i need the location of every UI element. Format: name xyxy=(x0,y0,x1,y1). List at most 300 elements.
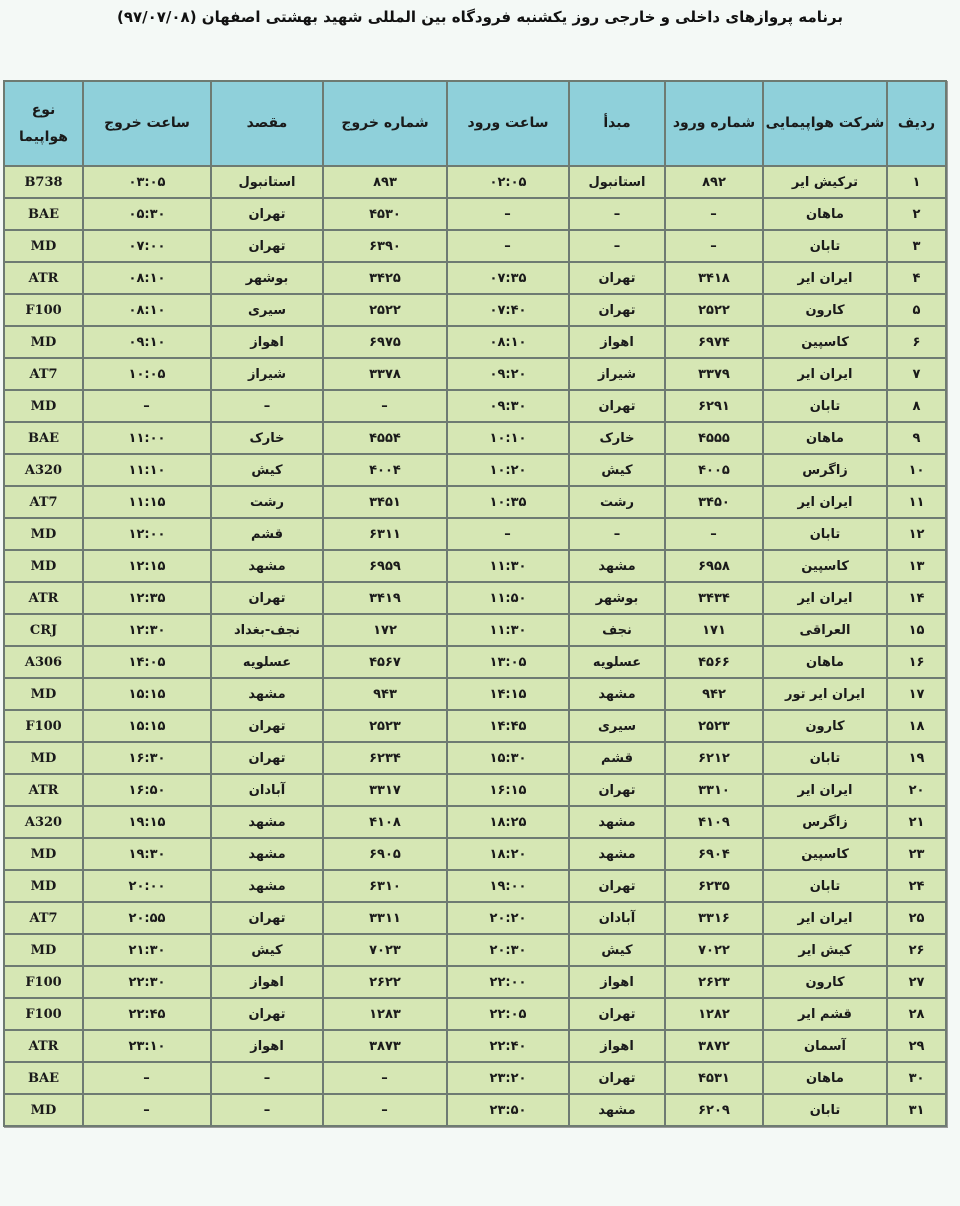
table-row xyxy=(4,614,946,646)
cell-arr-time: ۰۷:۳۵ xyxy=(447,262,569,294)
cell-origin: مشهد xyxy=(569,838,665,870)
cell-dep-no: ۳۴۱۹ xyxy=(323,582,447,614)
cell-airline: کاسپین xyxy=(763,838,887,870)
cell-arr-time: ۱۰:۲۰ xyxy=(447,454,569,486)
cell-aircraft: A320 xyxy=(4,454,83,486)
cell-dest: مشهد xyxy=(211,806,323,838)
cell-row: ۲۳ xyxy=(887,838,946,870)
table-row xyxy=(4,230,946,262)
cell-dep-time: ۲۳:۱۰ xyxy=(83,1030,211,1062)
cell-dep-time: ۱۹:۱۵ xyxy=(83,806,211,838)
cell-row: ۱۹ xyxy=(887,742,946,774)
cell-dep-no: ۳۴۵۱ xyxy=(323,486,447,518)
cell-aircraft: CRJ xyxy=(4,614,83,646)
cell-row: ۱۸ xyxy=(887,710,946,742)
cell-dep-no: ۶۹۷۵ xyxy=(323,326,447,358)
cell-dest: تهران xyxy=(211,198,323,230)
cell-arr-time: ۲۲:۴۰ xyxy=(447,1030,569,1062)
cell-dep-time: ۱۱:۱۰ xyxy=(83,454,211,486)
cell-dep-no: ۲۶۲۲ xyxy=(323,966,447,998)
cell-dep-time: ۰۸:۱۰ xyxy=(83,294,211,326)
cell-origin: مشهد xyxy=(569,678,665,710)
cell-arr-no: ۳۴۳۴ xyxy=(665,582,763,614)
table-row xyxy=(4,934,946,966)
cell-dest: آبادان xyxy=(211,774,323,806)
cell-dest: تهران xyxy=(211,998,323,1030)
cell-row: ۱۱ xyxy=(887,486,946,518)
table-row xyxy=(4,902,946,934)
cell-airline: العراقی xyxy=(763,614,887,646)
cell-aircraft: AT7 xyxy=(4,358,83,390)
cell-dep-no: ۳۳۱۱ xyxy=(323,902,447,934)
cell-dest: بوشهر xyxy=(211,262,323,294)
table-row xyxy=(4,838,946,870)
cell-dep-no: ۲۵۲۲ xyxy=(323,294,447,326)
cell-aircraft: AT7 xyxy=(4,486,83,518)
cell-row: ۱۲ xyxy=(887,518,946,550)
cell-row: ۳۱ xyxy=(887,1094,946,1126)
cell-dep-no: ۶۹۰۵ xyxy=(323,838,447,870)
cell-dep-no: ۲۵۲۳ xyxy=(323,710,447,742)
cell-arr-time: ۱۴:۴۵ xyxy=(447,710,569,742)
cell-airline: ایران ایر xyxy=(763,582,887,614)
cell-dep-time: ۱۲:۰۰ xyxy=(83,518,211,550)
cell-dest: مشهد xyxy=(211,870,323,902)
cell-aircraft: AT7 xyxy=(4,902,83,934)
cell-arr-no: ۶۲۰۹ xyxy=(665,1094,763,1126)
cell-dep-no: ۴۵۳۰ xyxy=(323,198,447,230)
cell-airline: ماهان xyxy=(763,646,887,678)
cell-arr-time: ۱۶:۱۵ xyxy=(447,774,569,806)
cell-row: ۳۰ xyxy=(887,1062,946,1094)
cell-dep-no: – xyxy=(323,390,447,422)
cell-aircraft: MD xyxy=(4,390,83,422)
cell-row: ۱۰ xyxy=(887,454,946,486)
cell-arr-time: ۰۷:۴۰ xyxy=(447,294,569,326)
cell-airline: زاگرس xyxy=(763,806,887,838)
cell-aircraft: F100 xyxy=(4,294,83,326)
cell-row: ۱ xyxy=(887,166,946,198)
cell-aircraft: ATR xyxy=(4,774,83,806)
cell-airline: ماهان xyxy=(763,1062,887,1094)
cell-origin: مشهد xyxy=(569,550,665,582)
cell-arr-time: ۱۸:۲۵ xyxy=(447,806,569,838)
table-row xyxy=(4,998,946,1030)
cell-arr-no: ۲۵۲۲ xyxy=(665,294,763,326)
table-row xyxy=(4,326,946,358)
cell-aircraft: MD xyxy=(4,678,83,710)
cell-arr-no: ۳۳۱۶ xyxy=(665,902,763,934)
cell-dep-time: – xyxy=(83,1062,211,1094)
cell-row: ۱۴ xyxy=(887,582,946,614)
cell-arr-no: ۶۹۵۸ xyxy=(665,550,763,582)
cell-aircraft: MD xyxy=(4,838,83,870)
cell-dest: تهران xyxy=(211,742,323,774)
cell-dest: – xyxy=(211,1094,323,1126)
cell-row: ۵ xyxy=(887,294,946,326)
cell-arr-time: ۲۳:۵۰ xyxy=(447,1094,569,1126)
cell-dest: استانبول xyxy=(211,166,323,198)
cell-row: ۴ xyxy=(887,262,946,294)
cell-aircraft: A320 xyxy=(4,806,83,838)
table-row xyxy=(4,966,946,998)
column-header-dep-no: شماره خروج xyxy=(323,81,447,166)
cell-arr-no: ۹۴۲ xyxy=(665,678,763,710)
cell-aircraft: MD xyxy=(4,934,83,966)
table-row xyxy=(4,582,946,614)
cell-dep-no: ۳۳۷۸ xyxy=(323,358,447,390)
cell-airline: ایران ایر xyxy=(763,774,887,806)
cell-dep-no: ۴۵۵۴ xyxy=(323,422,447,454)
cell-dep-no: ۶۲۳۴ xyxy=(323,742,447,774)
cell-airline: تابان xyxy=(763,742,887,774)
cell-arr-no: ۶۹۰۴ xyxy=(665,838,763,870)
table-row xyxy=(4,646,946,678)
flight-schedule-table xyxy=(3,80,947,1127)
cell-dep-time: ۲۲:۴۵ xyxy=(83,998,211,1030)
cell-aircraft: F100 xyxy=(4,966,83,998)
cell-dep-no: ۱۷۲ xyxy=(323,614,447,646)
cell-airline: آسمان xyxy=(763,1030,887,1062)
cell-dep-no: ۴۵۶۷ xyxy=(323,646,447,678)
cell-dest: سیری xyxy=(211,294,323,326)
cell-dep-no: ۴۰۰۴ xyxy=(323,454,447,486)
cell-origin: شیراز xyxy=(569,358,665,390)
cell-origin: اهواز xyxy=(569,966,665,998)
cell-dep-time: ۰۵:۳۰ xyxy=(83,198,211,230)
cell-origin: کیش xyxy=(569,934,665,966)
cell-dest: خارک xyxy=(211,422,323,454)
column-header-airline: شرکت هواپیمایی xyxy=(763,81,887,166)
cell-arr-time: – xyxy=(447,198,569,230)
cell-dest: تهران xyxy=(211,582,323,614)
cell-arr-no: – xyxy=(665,518,763,550)
cell-arr-no: ۴۵۶۶ xyxy=(665,646,763,678)
cell-airline: ماهان xyxy=(763,422,887,454)
cell-dep-time: – xyxy=(83,1094,211,1126)
cell-arr-time: ۱۴:۱۵ xyxy=(447,678,569,710)
cell-dest: اهواز xyxy=(211,326,323,358)
cell-dest: تهران xyxy=(211,902,323,934)
cell-arr-no: ۶۲۱۲ xyxy=(665,742,763,774)
cell-arr-no: ۴۱۰۹ xyxy=(665,806,763,838)
cell-airline: ترکیش ایر xyxy=(763,166,887,198)
cell-arr-time: – xyxy=(447,230,569,262)
cell-aircraft: F100 xyxy=(4,710,83,742)
cell-arr-time: ۱۱:۳۰ xyxy=(447,550,569,582)
cell-arr-no: ۶۲۳۵ xyxy=(665,870,763,902)
cell-dep-time: ۱۵:۱۵ xyxy=(83,678,211,710)
table-row xyxy=(4,806,946,838)
table-row xyxy=(4,774,946,806)
cell-dep-no: ۶۳۱۰ xyxy=(323,870,447,902)
cell-aircraft: A306 xyxy=(4,646,83,678)
column-header-aircraft: نوع هواپیما xyxy=(4,81,83,166)
cell-dep-no: ۹۴۳ xyxy=(323,678,447,710)
column-header-origin: مبدأ xyxy=(569,81,665,166)
cell-row: ۷ xyxy=(887,358,946,390)
table-row xyxy=(4,198,946,230)
cell-arr-time: ۱۵:۳۰ xyxy=(447,742,569,774)
table-row xyxy=(4,742,946,774)
cell-dep-time: ۰۸:۱۰ xyxy=(83,262,211,294)
cell-airline: کارون xyxy=(763,710,887,742)
cell-row: ۲ xyxy=(887,198,946,230)
cell-aircraft: MD xyxy=(4,742,83,774)
cell-arr-no: ۳۴۱۸ xyxy=(665,262,763,294)
table-row xyxy=(4,454,946,486)
cell-airline: ایران ایر xyxy=(763,262,887,294)
cell-arr-time: ۲۲:۰۰ xyxy=(447,966,569,998)
cell-dep-no: ۶۳۹۰ xyxy=(323,230,447,262)
cell-arr-time: ۱۰:۱۰ xyxy=(447,422,569,454)
cell-airline: تابان xyxy=(763,230,887,262)
cell-origin: بوشهر xyxy=(569,582,665,614)
cell-aircraft: MD xyxy=(4,518,83,550)
cell-row: ۲۹ xyxy=(887,1030,946,1062)
cell-arr-time: ۱۱:۵۰ xyxy=(447,582,569,614)
cell-row: ۳ xyxy=(887,230,946,262)
column-header-dest: مقصد xyxy=(211,81,323,166)
cell-dest: عسلویه xyxy=(211,646,323,678)
cell-row: ۲۸ xyxy=(887,998,946,1030)
cell-arr-time: ۱۱:۳۰ xyxy=(447,614,569,646)
cell-dest: کیش xyxy=(211,934,323,966)
cell-row: ۲۴ xyxy=(887,870,946,902)
cell-dep-time: ۲۰:۵۵ xyxy=(83,902,211,934)
cell-airline: ماهان xyxy=(763,198,887,230)
cell-dest: تهران xyxy=(211,230,323,262)
cell-row: ۲۱ xyxy=(887,806,946,838)
cell-origin: سیری xyxy=(569,710,665,742)
cell-airline: ایران ایر xyxy=(763,902,887,934)
cell-origin: تهران xyxy=(569,294,665,326)
table-row xyxy=(4,358,946,390)
cell-dep-time: ۱۲:۳۰ xyxy=(83,614,211,646)
cell-dep-time: ۱۱:۱۵ xyxy=(83,486,211,518)
cell-origin: مشهد xyxy=(569,806,665,838)
cell-dep-no: ۳۸۷۳ xyxy=(323,1030,447,1062)
cell-dep-time: ۱۰:۰۵ xyxy=(83,358,211,390)
cell-row: ۱۶ xyxy=(887,646,946,678)
cell-origin: – xyxy=(569,230,665,262)
cell-aircraft: MD xyxy=(4,1094,83,1126)
table-row xyxy=(4,294,946,326)
table-row xyxy=(4,390,946,422)
cell-origin: تهران xyxy=(569,870,665,902)
cell-aircraft: B738 xyxy=(4,166,83,198)
cell-arr-no: – xyxy=(665,198,763,230)
cell-airline: ایران ایر xyxy=(763,486,887,518)
cell-origin: تهران xyxy=(569,262,665,294)
table-row xyxy=(4,166,946,198)
table-row xyxy=(4,1030,946,1062)
cell-airline: کیش ایر xyxy=(763,934,887,966)
cell-dep-time: ۱۴:۰۵ xyxy=(83,646,211,678)
cell-dest: اهواز xyxy=(211,966,323,998)
cell-dep-time: ۰۷:۰۰ xyxy=(83,230,211,262)
cell-dest: کیش xyxy=(211,454,323,486)
cell-arr-time: ۱۹:۰۰ xyxy=(447,870,569,902)
cell-row: ۹ xyxy=(887,422,946,454)
cell-dep-no: ۱۲۸۳ xyxy=(323,998,447,1030)
cell-arr-no: ۷۰۲۲ xyxy=(665,934,763,966)
cell-dest: مشهد xyxy=(211,550,323,582)
cell-arr-time: ۰۸:۱۰ xyxy=(447,326,569,358)
column-header-dep-time: ساعت خروج xyxy=(83,81,211,166)
cell-arr-time: ۲۰:۳۰ xyxy=(447,934,569,966)
cell-origin: مشهد xyxy=(569,1094,665,1126)
cell-aircraft: ATR xyxy=(4,262,83,294)
cell-dep-no: ۸۹۳ xyxy=(323,166,447,198)
cell-dep-time: ۱۱:۰۰ xyxy=(83,422,211,454)
cell-aircraft: ATR xyxy=(4,1030,83,1062)
cell-arr-no: ۶۹۷۴ xyxy=(665,326,763,358)
table-row xyxy=(4,678,946,710)
cell-arr-no: ۳۳۷۹ xyxy=(665,358,763,390)
cell-dep-time: ۲۲:۳۰ xyxy=(83,966,211,998)
cell-dep-time: ۱۵:۱۵ xyxy=(83,710,211,742)
cell-origin: تهران xyxy=(569,774,665,806)
cell-origin: اهواز xyxy=(569,326,665,358)
cell-arr-time: ۱۸:۲۰ xyxy=(447,838,569,870)
cell-arr-no: ۴۵۳۱ xyxy=(665,1062,763,1094)
cell-row: ۲۶ xyxy=(887,934,946,966)
cell-arr-time: ۱۰:۳۵ xyxy=(447,486,569,518)
cell-row: ۱۵ xyxy=(887,614,946,646)
cell-arr-no: ۸۹۲ xyxy=(665,166,763,198)
cell-origin: قشم xyxy=(569,742,665,774)
cell-dest: – xyxy=(211,390,323,422)
cell-arr-no: ۲۶۲۳ xyxy=(665,966,763,998)
cell-row: ۲۷ xyxy=(887,966,946,998)
cell-dep-no: ۳۳۱۷ xyxy=(323,774,447,806)
cell-airline: تابان xyxy=(763,518,887,550)
cell-dep-time: ۱۲:۳۵ xyxy=(83,582,211,614)
cell-dep-no: ۶۳۱۱ xyxy=(323,518,447,550)
cell-airline: کارون xyxy=(763,966,887,998)
table-row xyxy=(4,710,946,742)
cell-airline: کاسپین xyxy=(763,550,887,582)
cell-airline: تابان xyxy=(763,1094,887,1126)
table-row xyxy=(4,550,946,582)
cell-dep-no: ۴۱۰۸ xyxy=(323,806,447,838)
cell-aircraft: MD xyxy=(4,550,83,582)
cell-row: ۸ xyxy=(887,390,946,422)
table-row xyxy=(4,1062,946,1094)
cell-dep-time: ۱۶:۳۰ xyxy=(83,742,211,774)
cell-row: ۲۰ xyxy=(887,774,946,806)
cell-origin: نجف xyxy=(569,614,665,646)
cell-aircraft: MD xyxy=(4,870,83,902)
table-row xyxy=(4,1094,946,1126)
cell-row: ۱۳ xyxy=(887,550,946,582)
cell-dep-no: – xyxy=(323,1094,447,1126)
cell-row: ۶ xyxy=(887,326,946,358)
cell-origin: آبادان xyxy=(569,902,665,934)
cell-airline: کاسپین xyxy=(763,326,887,358)
cell-dep-time: ۰۹:۱۰ xyxy=(83,326,211,358)
cell-arr-time: ۰۹:۲۰ xyxy=(447,358,569,390)
cell-dest: اهواز xyxy=(211,1030,323,1062)
cell-airline: کارون xyxy=(763,294,887,326)
cell-row: ۲۵ xyxy=(887,902,946,934)
cell-airline: تابان xyxy=(763,390,887,422)
cell-origin: خارک xyxy=(569,422,665,454)
cell-arr-time: ۰۲:۰۵ xyxy=(447,166,569,198)
cell-arr-no: ۳۸۷۲ xyxy=(665,1030,763,1062)
cell-row: ۱۷ xyxy=(887,678,946,710)
column-header-row: ردیف xyxy=(887,81,946,166)
cell-arr-no: – xyxy=(665,230,763,262)
cell-dest: قشم xyxy=(211,518,323,550)
cell-origin: – xyxy=(569,198,665,230)
cell-origin: استانبول xyxy=(569,166,665,198)
cell-arr-no: ۳۳۱۰ xyxy=(665,774,763,806)
table-row xyxy=(4,518,946,550)
cell-aircraft: BAE xyxy=(4,422,83,454)
cell-arr-time: – xyxy=(447,518,569,550)
cell-aircraft: MD xyxy=(4,326,83,358)
cell-arr-time: ۰۹:۳۰ xyxy=(447,390,569,422)
cell-airline: زاگرس xyxy=(763,454,887,486)
cell-aircraft: ATR xyxy=(4,582,83,614)
cell-origin: – xyxy=(569,518,665,550)
cell-aircraft: BAE xyxy=(4,198,83,230)
table-body xyxy=(4,166,946,1126)
cell-dep-time: ۱۶:۵۰ xyxy=(83,774,211,806)
cell-dest: رشت xyxy=(211,486,323,518)
cell-origin: اهواز xyxy=(569,1030,665,1062)
cell-dep-no: – xyxy=(323,1062,447,1094)
cell-arr-no: ۴۰۰۵ xyxy=(665,454,763,486)
cell-dest: نجف-بغداد xyxy=(211,614,323,646)
cell-dep-time: – xyxy=(83,390,211,422)
cell-origin: عسلویه xyxy=(569,646,665,678)
cell-origin: رشت xyxy=(569,486,665,518)
cell-dep-no: ۷۰۲۳ xyxy=(323,934,447,966)
cell-arr-no: ۶۲۹۱ xyxy=(665,390,763,422)
cell-arr-no: ۱۲۸۲ xyxy=(665,998,763,1030)
cell-origin: تهران xyxy=(569,390,665,422)
cell-airline: قشم ایر xyxy=(763,998,887,1030)
cell-airline: ایران ایر تور xyxy=(763,678,887,710)
table-row xyxy=(4,486,946,518)
cell-dest: مشهد xyxy=(211,678,323,710)
cell-aircraft: MD xyxy=(4,230,83,262)
cell-dep-no: ۳۴۲۵ xyxy=(323,262,447,294)
table-row xyxy=(4,262,946,294)
cell-arr-no: ۲۵۲۳ xyxy=(665,710,763,742)
cell-aircraft: F100 xyxy=(4,998,83,1030)
table-header-row xyxy=(4,81,946,166)
table-row xyxy=(4,870,946,902)
cell-airline: تابان xyxy=(763,870,887,902)
cell-dep-time: ۲۰:۰۰ xyxy=(83,870,211,902)
cell-airline: ایران ایر xyxy=(763,358,887,390)
page-title: برنامه پروازهای داخلی و خارجی روز یکشنبه فرودگاه بین المللی شهید بهشتی اصفهان (۹۷/۰۷/۰۸) xyxy=(116,8,844,26)
cell-origin: تهران xyxy=(569,1062,665,1094)
cell-dep-time: ۲۱:۳۰ xyxy=(83,934,211,966)
cell-arr-time: ۲۰:۲۰ xyxy=(447,902,569,934)
cell-arr-no: ۳۴۵۰ xyxy=(665,486,763,518)
cell-dest: – xyxy=(211,1062,323,1094)
cell-dep-time: ۱۲:۱۵ xyxy=(83,550,211,582)
column-header-arr-time: ساعت ورود xyxy=(447,81,569,166)
cell-dest: تهران xyxy=(211,710,323,742)
cell-arr-time: ۱۳:۰۵ xyxy=(447,646,569,678)
cell-aircraft: BAE xyxy=(4,1062,83,1094)
